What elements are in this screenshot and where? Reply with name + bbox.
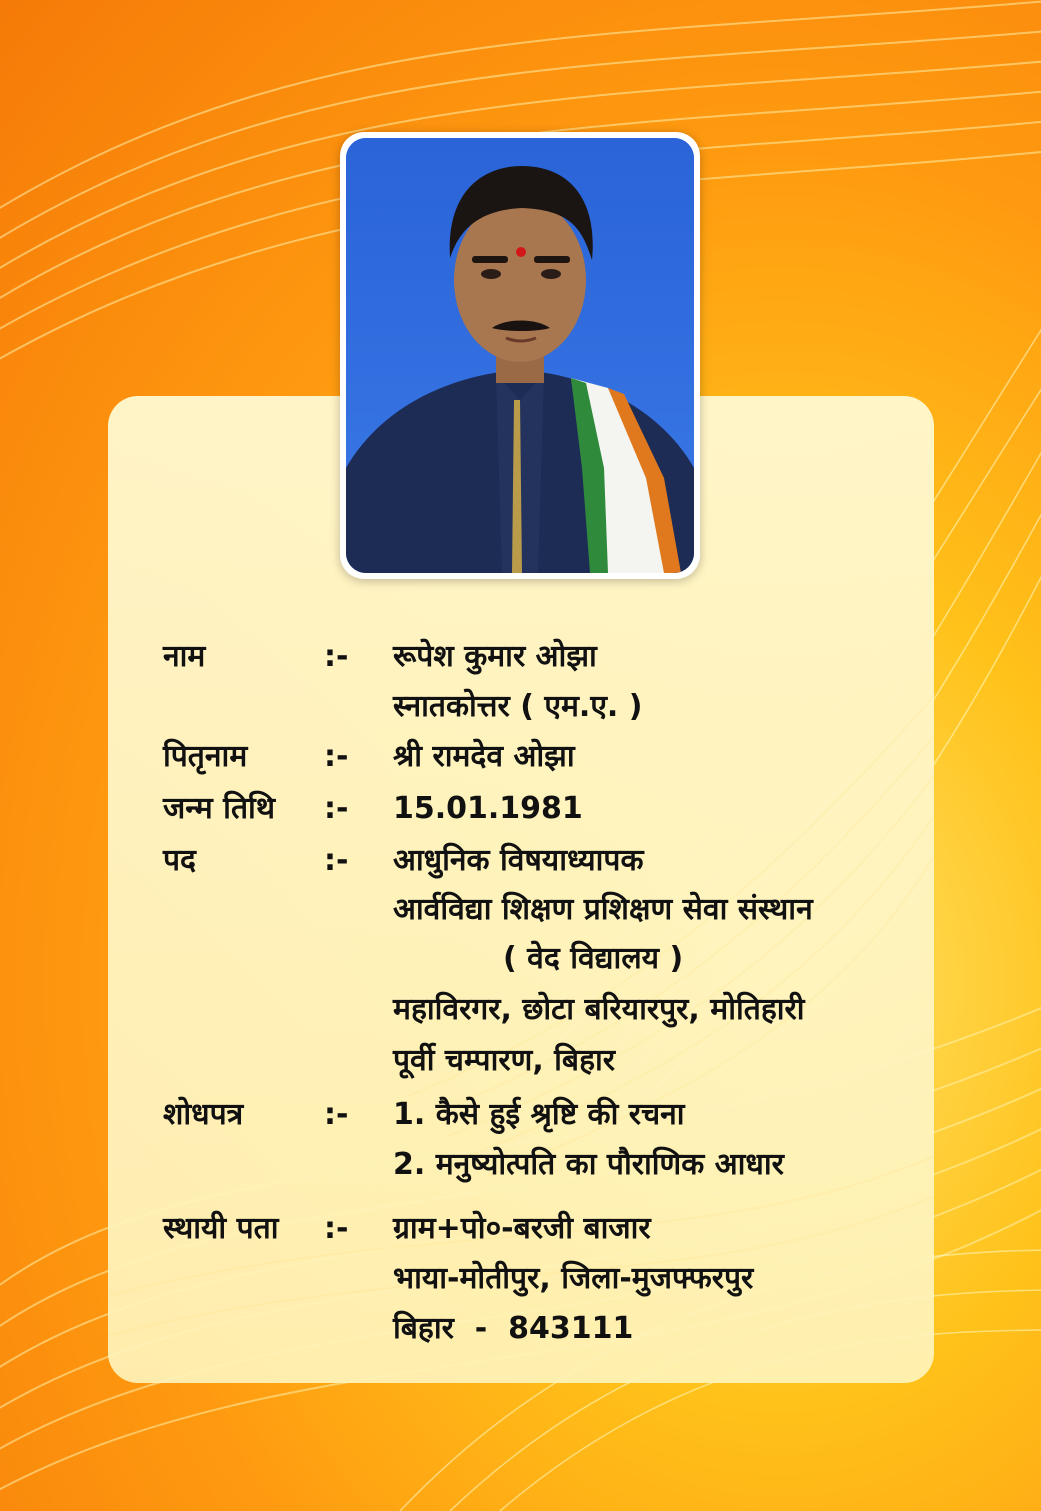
- label-position: पद: [163, 843, 196, 878]
- value-birth-date: 15.01.1981: [393, 791, 583, 826]
- value-address-line-2: भाया-मोतीपुर, जिला-मुजफ्फरपुर: [393, 1261, 754, 1296]
- separator: :-: [324, 791, 349, 826]
- label-permanent-address: स्थायी पता: [163, 1211, 279, 1246]
- label-birth-date: जन्म तिथि: [163, 791, 275, 826]
- value-position: आधुनिक विषयाध्यापक: [393, 843, 644, 878]
- portrait-photo: [346, 138, 694, 573]
- label-father-name: पितृनाम: [163, 739, 248, 774]
- value-institution-district: पूर्वी चम्पारण, बिहार: [393, 1043, 616, 1078]
- portrait-image: [346, 138, 694, 573]
- label-research-papers: शोधपत्र: [163, 1097, 244, 1132]
- separator: :-: [324, 739, 349, 774]
- value-paper-1: 1. कैसे हुई श्रृष्टि की रचना: [393, 1097, 685, 1132]
- separator: :-: [324, 639, 349, 674]
- value-institution-subtitle: ( वेद विद्यालय ): [503, 941, 684, 976]
- separator: :-: [324, 1097, 349, 1132]
- photo-frame: [340, 132, 700, 579]
- value-paper-2: 2. मनुष्योत्पति का पौराणिक आधार: [393, 1147, 784, 1182]
- value-address-line-3: बिहार - 843111: [393, 1311, 634, 1346]
- value-institution: आर्वविद्या शिक्षण प्रशिक्षण सेवा संस्थान: [393, 892, 813, 927]
- value-institution-address: महाविरगर, छोटा बरियारपुर, मोतिहारी: [393, 992, 805, 1027]
- separator: :-: [324, 843, 349, 878]
- value-address-line-1: ग्राम+पो०-बरजी बाजार: [393, 1211, 651, 1246]
- value-father-name: श्री रामदेव ओझा: [393, 739, 575, 774]
- separator: :-: [324, 1211, 349, 1246]
- value-qualification: स्नातकोत्तर ( एम.ए. ): [393, 689, 643, 724]
- value-name: रूपेश कुमार ओझा: [393, 639, 597, 674]
- label-name: नाम: [163, 639, 206, 674]
